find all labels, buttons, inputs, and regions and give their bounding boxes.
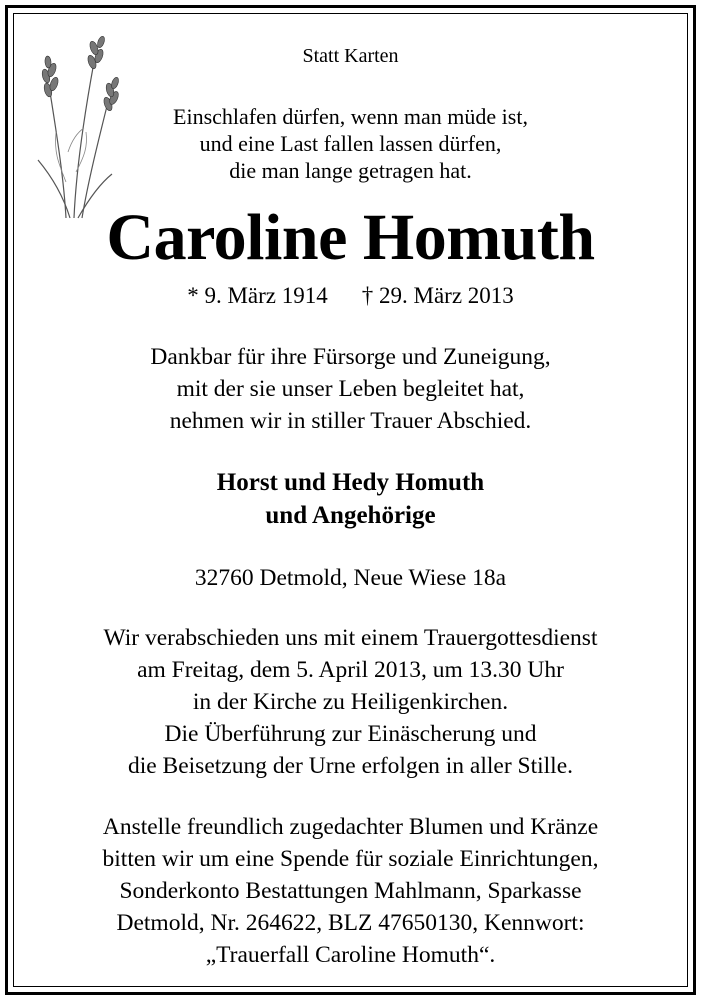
family-line-1: Horst und Hedy Homuth [216,469,485,496]
header-text: Statt Karten [302,45,399,67]
donation-line-5: „Trauerfall Caroline Homuth“. [205,942,496,968]
donation-line-4: Detmold, Nr. 264622, BLZ 47650130, Kennwort: [116,910,585,936]
service-line-5: die Beisetzung der Urne erfolgen in aller Stille. [127,753,574,779]
service-line-2: am Freitag, dem 5. April 2013, um 13.30 Uhr [137,657,564,683]
thanks-line-1: Dankbar für ihre Fürsorge und Zuneigung, [150,344,551,370]
address: 32760 Detmold, Neue Wiese 18a [194,565,507,591]
service-line-4: Die Überführung zur Einäscherung und [164,721,537,747]
verse-line-2: und eine Last fallen lassen dürfen, [199,131,502,156]
family-line-2: und Angehörige [265,502,436,529]
thanks-line-3: nehmen wir in stiller Trauer Abschied. [169,408,532,434]
donation-line-3: Sonderkonto Bestattungen Mahlmann, Sparkasse [119,878,582,904]
verse-line-1: Einschlafen dürfen, wenn man müde ist, [173,104,528,129]
life-dates [0,283,701,309]
donation-line-2: bitten wir um eine Spende für soziale Einrichtungen, [102,846,599,872]
deceased-name: Caroline Homuth [106,201,595,274]
death-date: † 29. März 2013 [361,283,514,308]
thanks-line-2: mit der sie unser Leben begleitet hat, [176,376,525,402]
donation-line-1: Anstelle freundlich zugedachter Blumen und Kränze [102,814,599,840]
birth-date: * 9. März 1914 [187,283,328,308]
service-line-3: in der Kirche zu Heiligenkirchen. [192,689,509,715]
verse-line-3: die man lange getragen hat. [229,158,472,183]
service-line-1: Wir verabschieden uns mit einem Trauergottesdienst [103,625,598,651]
